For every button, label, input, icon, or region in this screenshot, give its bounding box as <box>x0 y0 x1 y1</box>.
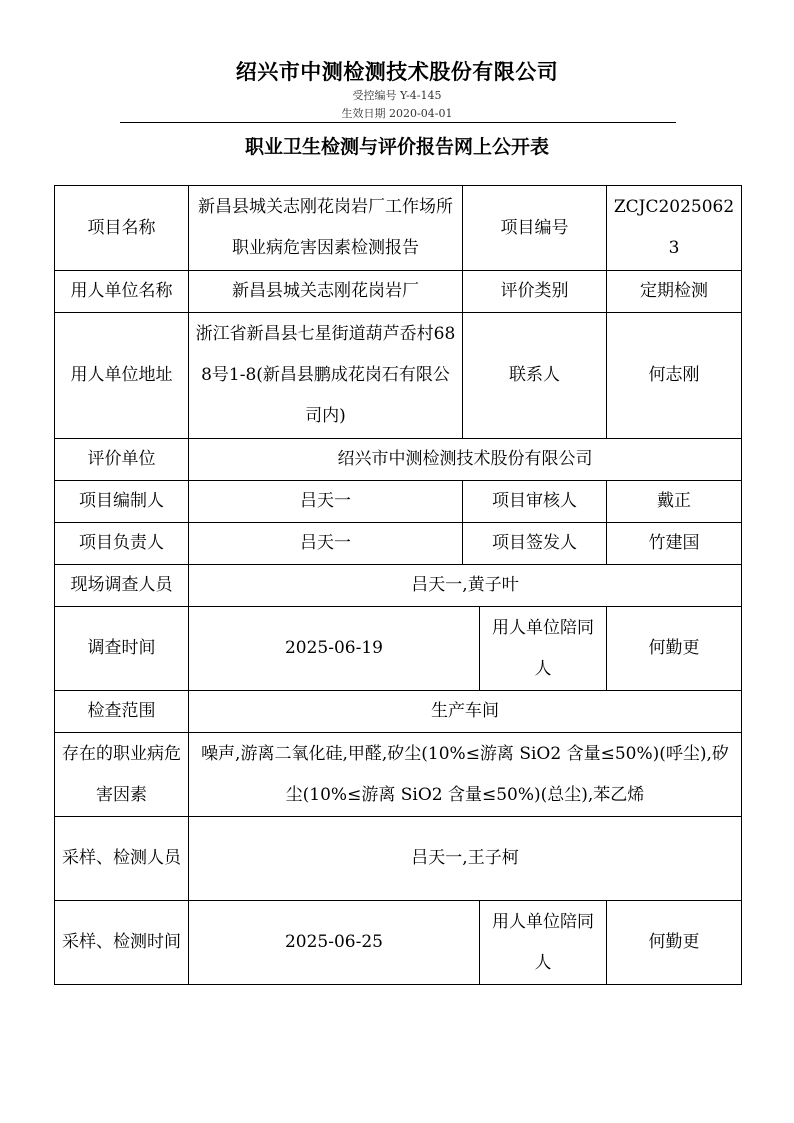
issuer-value: 竹建国 <box>607 523 742 565</box>
survey-staff-label: 现场调查人员 <box>55 565 189 607</box>
sampling-staff-label: 采样、检测人员 <box>55 817 189 901</box>
lead-label: 项目负责人 <box>55 523 189 565</box>
table-row <box>55 607 742 691</box>
employer-label: 用人单位名称 <box>55 271 189 313</box>
eval-unit-value: 绍兴市中测检测技术股份有限公司 <box>189 439 742 481</box>
survey-time-label: 调查时间 <box>55 607 189 691</box>
contact-label: 联系人 <box>463 313 607 439</box>
eval-type-label: 评价类别 <box>463 271 607 313</box>
table-row <box>55 901 742 985</box>
address-label: 用人单位地址 <box>55 313 189 439</box>
hazards-value: 噪声,游离二氧化硅,甲醛,矽尘(10%≤游离 SiO2 含量≤50%)(呼尘),矽尘(10%≤游离 SiO2 含量≤50%)(总尘),苯乙烯 <box>189 733 742 817</box>
reviewer-label: 项目审核人 <box>463 481 607 523</box>
contact-value: 何志刚 <box>607 313 742 439</box>
sampling-escort-label: 用人单位陪同人 <box>480 901 607 985</box>
table-row <box>55 565 742 607</box>
table-row <box>55 733 742 817</box>
sampling-time-value: 2025-06-25 <box>189 901 480 985</box>
document-title: 职业卫生检测与评价报告网上公开表 <box>244 136 549 158</box>
scope-label: 检查范围 <box>55 691 189 733</box>
employer-value: 新昌县城关志刚花岗岩厂 <box>189 271 463 313</box>
survey-staff-value: 吕天一,黄子叶 <box>189 565 742 607</box>
reviewer-value: 戴正 <box>607 481 742 523</box>
control-number: 受控编号 Y-4-145 <box>352 89 442 102</box>
table-row <box>55 313 742 439</box>
sampling-time-label: 采样、检测时间 <box>55 901 189 985</box>
table-row <box>55 817 742 901</box>
project-name-label: 项目名称 <box>55 186 189 271</box>
scope-value: 生产车间 <box>189 691 742 733</box>
table-row <box>55 523 742 565</box>
compiler-label: 项目编制人 <box>55 481 189 523</box>
sampling-staff-value: 吕天一,王子柯 <box>189 817 742 901</box>
eval-type-value: 定期检测 <box>607 271 742 313</box>
eval-unit-label: 评价单位 <box>55 439 189 481</box>
survey-escort-value: 何勤更 <box>607 607 742 691</box>
sampling-escort-value: 何勤更 <box>607 901 742 985</box>
address-value: 浙江省新昌县七星街道葫芦岙村688号1-8(新昌县鹏成花岗石有限公司内) <box>189 313 463 439</box>
header-divider <box>120 122 676 123</box>
issuer-label: 项目签发人 <box>463 523 607 565</box>
table-row <box>55 691 742 733</box>
table-row <box>55 439 742 481</box>
table-row <box>55 481 742 523</box>
survey-time-value: 2025-06-19 <box>189 607 480 691</box>
project-no-label: 项目编号 <box>463 186 607 271</box>
hazards-label: 存在的职业病危害因素 <box>55 733 189 817</box>
lead-value: 吕天一 <box>189 523 463 565</box>
effective-date: 生效日期 2020-04-01 <box>341 107 453 120</box>
disclosure-table <box>54 185 742 985</box>
project-no-value: ZCJC20250623 <box>607 186 742 271</box>
project-name-value: 新昌县城关志刚花岗岩厂工作场所职业病危害因素检测报告 <box>189 186 463 271</box>
survey-escort-label: 用人单位陪同人 <box>480 607 607 691</box>
table-row <box>55 271 742 313</box>
compiler-value: 吕天一 <box>189 481 463 523</box>
table-row <box>55 186 742 271</box>
company-name: 绍兴市中测检测技术股份有限公司 <box>235 59 559 84</box>
